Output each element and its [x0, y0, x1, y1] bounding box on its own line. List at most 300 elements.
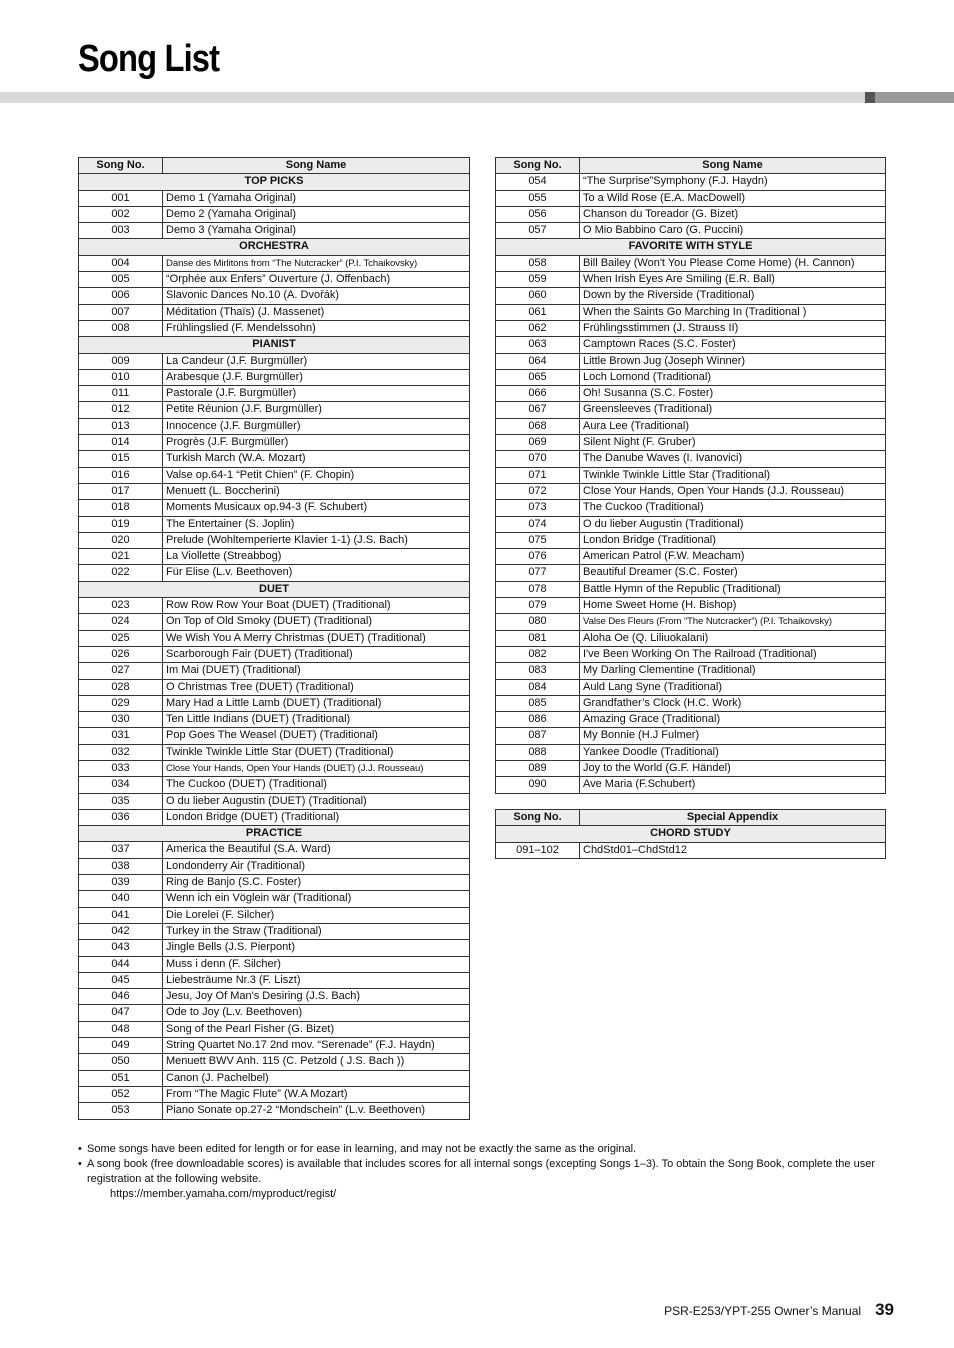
table-row: [496, 744, 886, 760]
song-number: 013: [79, 418, 163, 434]
song-number: 009: [79, 353, 163, 369]
song-number: 081: [496, 630, 580, 646]
song-name: Camptown Races (S.C. Foster): [580, 337, 886, 353]
table-row: [496, 206, 886, 222]
song-number: 024: [79, 614, 163, 630]
table-row: [496, 272, 886, 288]
category-row: [79, 581, 470, 597]
table-row: [79, 1021, 470, 1037]
song-number: 048: [79, 1021, 163, 1037]
table-row: [496, 174, 886, 190]
category-label: ORCHESTRA: [79, 239, 470, 255]
table-row: [79, 402, 470, 418]
song-name: American Patrol (F.W. Meacham): [580, 549, 886, 565]
table-row: [79, 369, 470, 385]
header-rule-accent: [875, 92, 954, 103]
table-row: [79, 728, 470, 744]
song-number: 031: [79, 728, 163, 744]
song-number: 078: [496, 581, 580, 597]
table-row: [496, 337, 886, 353]
song-name: My Darling Clementine (Traditional): [580, 663, 886, 679]
song-name: London Bridge (Traditional): [580, 532, 886, 548]
song-number: 011: [79, 386, 163, 402]
song-name: Prelude (Wohltemperierte Klavier 1-1) (J.S. Bach): [163, 532, 470, 548]
table-row: [79, 663, 470, 679]
song-number: 043: [79, 940, 163, 956]
song-name: Canon (J. Pachelbel): [163, 1070, 470, 1086]
song-name: Little Brown Jug (Joseph Winner): [580, 353, 886, 369]
song-name: La Candeur (J.F. Burgmüller): [163, 353, 470, 369]
table-row: [79, 1086, 470, 1102]
song-number: 088: [496, 744, 580, 760]
table-row: [79, 565, 470, 581]
song-number: 018: [79, 500, 163, 516]
song-name: O du lieber Augustin (DUET) (Traditional): [163, 793, 470, 809]
song-number: 017: [79, 483, 163, 499]
note-item: [78, 1142, 878, 1157]
category-row: [496, 239, 886, 255]
song-table-left: [78, 157, 470, 1120]
song-number: 061: [496, 304, 580, 320]
category-row: [79, 239, 470, 255]
table-row: [496, 467, 886, 483]
song-name: The Cuckoo (DUET) (Traditional): [163, 777, 470, 793]
table-row: [79, 1005, 470, 1021]
song-name: London Bridge (DUET) (Traditional): [163, 809, 470, 825]
table-row: [496, 760, 886, 776]
table-row: [496, 288, 886, 304]
song-name: Menuett (L. Boccherini): [163, 483, 470, 499]
table-row: [79, 435, 470, 451]
song-no-header: Song No.: [496, 810, 580, 826]
song-name: Frühlingslied (F. Mendelssohn): [163, 320, 470, 336]
song-number: 047: [79, 1005, 163, 1021]
table-row: [496, 842, 886, 858]
header-rule: [0, 92, 954, 103]
song-name: Twinkle Twinkle Little Star (DUET) (Traditional): [163, 744, 470, 760]
song-number: 045: [79, 972, 163, 988]
table-row: [79, 451, 470, 467]
song-name: Demo 3 (Yamaha Original): [163, 223, 470, 239]
table-row: [496, 581, 886, 597]
song-number: 005: [79, 272, 163, 288]
song-number: 015: [79, 451, 163, 467]
song-name: Arabesque (J.F. Burgmüller): [163, 369, 470, 385]
song-number: 044: [79, 956, 163, 972]
song-name: The Entertainer (S. Joplin): [163, 516, 470, 532]
page-footer: [664, 1300, 894, 1320]
song-name: “Orphée aux Enfers” Ouverture (J. Offenbach): [163, 272, 470, 288]
note-item: [78, 1157, 878, 1187]
page-number: 39: [875, 1300, 894, 1319]
song-name: The Danube Waves (I. Ivanovici): [580, 451, 886, 467]
table-row: [79, 630, 470, 646]
song-number: 052: [79, 1086, 163, 1102]
table-row: [496, 223, 886, 239]
table-row: [79, 972, 470, 988]
table-row: [496, 728, 886, 744]
song-name: Frühlingsstimmen (J. Strauss II): [580, 320, 886, 336]
song-number: 055: [496, 190, 580, 206]
category-row: [79, 337, 470, 353]
table-row: [79, 353, 470, 369]
song-number: 068: [496, 418, 580, 434]
song-number: 039: [79, 875, 163, 891]
category-label: CHORD STUDY: [496, 826, 886, 842]
song-name: La Viollette (Streabbog): [163, 549, 470, 565]
song-number: 065: [496, 369, 580, 385]
song-name: Song of the Pearl Fisher (G. Bizet): [163, 1021, 470, 1037]
song-number: 077: [496, 565, 580, 581]
song-number: 026: [79, 646, 163, 662]
song-name-header: Song Name: [163, 158, 470, 174]
table-row: [496, 598, 886, 614]
category-label: DUET: [79, 581, 470, 597]
song-number: 064: [496, 353, 580, 369]
song-name: Progrès (J.F. Burgmüller): [163, 435, 470, 451]
song-number: 056: [496, 206, 580, 222]
song-number: 082: [496, 646, 580, 662]
table-row: [496, 402, 886, 418]
song-name: Pastorale (J.F. Burgmüller): [163, 386, 470, 402]
song-name: We Wish You A Merry Christmas (DUET) (Traditional): [163, 630, 470, 646]
category-row: [79, 826, 470, 842]
song-name: Petite Réunion (J.F. Burgmüller): [163, 402, 470, 418]
category-label: PRACTICE: [79, 826, 470, 842]
song-number: 010: [79, 369, 163, 385]
bullet-icon: •: [78, 1158, 82, 1170]
song-name: Battle Hymn of the Republic (Traditional): [580, 581, 886, 597]
table-row: [79, 760, 470, 776]
song-number: 022: [79, 565, 163, 581]
table-row: [79, 500, 470, 516]
song-name: Amazing Grace (Traditional): [580, 712, 886, 728]
song-name: Moments Musicaux op.94-3 (F. Schubert): [163, 500, 470, 516]
song-name: Jesu, Joy Of Man's Desiring (J.S. Bach): [163, 989, 470, 1005]
song-name: When Irish Eyes Are Smiling (E.R. Ball): [580, 272, 886, 288]
song-name: Chanson du Toreador (G. Bizet): [580, 206, 886, 222]
category-row: [79, 174, 470, 190]
song-number: 006: [79, 288, 163, 304]
notes: [78, 1142, 878, 1202]
table-row: [79, 1054, 470, 1070]
table-row: [79, 875, 470, 891]
song-number: 028: [79, 679, 163, 695]
song-name: I've Been Working On The Railroad (Traditional): [580, 646, 886, 662]
song-number: 070: [496, 451, 580, 467]
table-row: [496, 418, 886, 434]
table-row: [79, 532, 470, 548]
song-name: Row Row Row Your Boat (DUET) (Traditional): [163, 598, 470, 614]
table-row: [79, 712, 470, 728]
table-row: [79, 320, 470, 336]
song-number: 003: [79, 223, 163, 239]
song-number: 091–102: [496, 842, 580, 858]
table-row: [79, 744, 470, 760]
song-name: My Bonnie (H.J Fulmer): [580, 728, 886, 744]
song-number: 072: [496, 483, 580, 499]
song-number: 053: [79, 1103, 163, 1119]
bullet-icon: •: [78, 1143, 82, 1155]
song-number: 001: [79, 190, 163, 206]
song-name: Ten Little Indians (DUET) (Traditional): [163, 712, 470, 728]
song-number: 046: [79, 989, 163, 1005]
song-number: 042: [79, 923, 163, 939]
registration-url: https://member.yamaha.com/myproduct/regist/: [110, 1188, 337, 1200]
table-row: [79, 483, 470, 499]
table-row: [496, 516, 886, 532]
song-name: To a Wild Rose (E.A. MacDowell): [580, 190, 886, 206]
song-name: Loch Lomond (Traditional): [580, 369, 886, 385]
table-row: [496, 695, 886, 711]
song-number: 090: [496, 777, 580, 793]
table-row: [79, 679, 470, 695]
song-number: 038: [79, 858, 163, 874]
table-header-row: [496, 810, 886, 826]
song-name: “The Surprise”Symphony (F.J. Haydn): [580, 174, 886, 190]
song-name: From “The Magic Flute” (W.A Mozart): [163, 1086, 470, 1102]
song-name: O Mio Babbino Caro (G. Puccini): [580, 223, 886, 239]
song-number: 062: [496, 320, 580, 336]
table-row: [79, 255, 470, 271]
table-row: [496, 532, 886, 548]
song-number: 021: [79, 549, 163, 565]
song-name: Demo 2 (Yamaha Original): [163, 206, 470, 222]
song-number: 036: [79, 809, 163, 825]
song-name: Turkey in the Straw (Traditional): [163, 923, 470, 939]
song-number: 035: [79, 793, 163, 809]
table-row: [496, 483, 886, 499]
table-row: [79, 923, 470, 939]
song-name: Ode to Joy (L.v. Beethoven): [163, 1005, 470, 1021]
song-name: Bill Bailey (Won't You Please Come Home) (H. Cannon): [580, 255, 886, 271]
song-name: Aura Lee (Traditional): [580, 418, 886, 434]
song-name: Londonderry Air (Traditional): [163, 858, 470, 874]
table-row: [496, 712, 886, 728]
song-number: 041: [79, 907, 163, 923]
table-row: [79, 1070, 470, 1086]
song-name: Für Elise (L.v. Beethoven): [163, 565, 470, 581]
table-row: [79, 418, 470, 434]
song-number: 049: [79, 1038, 163, 1054]
song-number: 057: [496, 223, 580, 239]
song-name: Greensleeves (Traditional): [580, 402, 886, 418]
table-row: [79, 956, 470, 972]
song-number: 040: [79, 891, 163, 907]
table-row: [79, 288, 470, 304]
song-number: 074: [496, 516, 580, 532]
song-name: On Top of Old Smoky (DUET) (Traditional): [163, 614, 470, 630]
song-name: Liebesträume Nr.3 (F. Liszt): [163, 972, 470, 988]
song-number: 073: [496, 500, 580, 516]
table-row: [79, 1038, 470, 1054]
table-row: [79, 1103, 470, 1119]
song-number: 012: [79, 402, 163, 418]
table-row: [79, 304, 470, 320]
song-number: 037: [79, 842, 163, 858]
song-name: Danse des Mirlitons from “The Nutcracker” (P.I. Tchaikovsky): [163, 255, 470, 271]
song-name: Joy to the World (G.F. Händel): [580, 760, 886, 776]
song-number: 030: [79, 712, 163, 728]
category-row: [496, 826, 886, 842]
table-row: [496, 777, 886, 793]
song-number: 025: [79, 630, 163, 646]
song-number: 032: [79, 744, 163, 760]
table-header-row: [79, 158, 470, 174]
song-number: 050: [79, 1054, 163, 1070]
song-name: Mary Had a Little Lamb (DUET) (Traditional): [163, 695, 470, 711]
table-row: [79, 467, 470, 483]
song-number: 033: [79, 760, 163, 776]
table-row: [496, 549, 886, 565]
table-row: [79, 989, 470, 1005]
table-row: [79, 223, 470, 239]
song-name: Demo 1 (Yamaha Original): [163, 190, 470, 206]
table-row: [79, 940, 470, 956]
song-name: Jingle Bells (J.S. Pierpont): [163, 940, 470, 956]
table-row: [496, 304, 886, 320]
song-name: Innocence (J.F. Burgmüller): [163, 418, 470, 434]
song-number: 014: [79, 435, 163, 451]
song-name: String Quartet No.17 2nd mov. “Serenade” (F.J. Haydn): [163, 1038, 470, 1054]
song-number: 051: [79, 1070, 163, 1086]
manual-name: PSR-E253/YPT-255 Owner’s Manual: [664, 1304, 862, 1318]
table-row: [79, 793, 470, 809]
song-name-header: Song Name: [580, 158, 886, 174]
table-row: [79, 614, 470, 630]
song-table-right: [495, 157, 886, 794]
song-number: 067: [496, 402, 580, 418]
song-number: 019: [79, 516, 163, 532]
table-row: [496, 353, 886, 369]
song-name: ChdStd01–ChdStd12: [580, 842, 886, 858]
song-name: Ring de Banjo (S.C. Foster): [163, 875, 470, 891]
table-row: [496, 320, 886, 336]
table-row: [496, 500, 886, 516]
song-number: 004: [79, 255, 163, 271]
song-name: Muss i denn (F. Silcher): [163, 956, 470, 972]
table-row: [79, 907, 470, 923]
song-number: 058: [496, 255, 580, 271]
table-row: [79, 777, 470, 793]
song-number: 063: [496, 337, 580, 353]
song-name: Silent Night (F. Gruber): [580, 435, 886, 451]
song-number: 076: [496, 549, 580, 565]
song-name: Méditation (Thaïs) (J. Massenet): [163, 304, 470, 320]
table-row: [496, 646, 886, 662]
song-number: 060: [496, 288, 580, 304]
song-number: 027: [79, 663, 163, 679]
song-name: Valse op.64-1 “Petit Chien” (F. Chopin): [163, 467, 470, 483]
song-no-header: Song No.: [79, 158, 163, 174]
song-name: O Christmas Tree (DUET) (Traditional): [163, 679, 470, 695]
song-name: Yankee Doodle (Traditional): [580, 744, 886, 760]
song-number: 008: [79, 320, 163, 336]
table-row: [496, 630, 886, 646]
table-row: [496, 614, 886, 630]
song-number: 029: [79, 695, 163, 711]
special-appendix-header: Special Appendix: [580, 810, 886, 826]
song-number: 083: [496, 663, 580, 679]
song-number: 020: [79, 532, 163, 548]
song-number: 071: [496, 467, 580, 483]
note-text: Some songs have been edited for length or for ease in learning, and may not be exactly the same as the original.: [87, 1143, 637, 1155]
category-label: FAVORITE WITH STYLE: [496, 239, 886, 255]
song-number: 016: [79, 467, 163, 483]
song-number: 079: [496, 598, 580, 614]
song-name: Grandfather’s Clock (H.C. Work): [580, 695, 886, 711]
song-name: When the Saints Go Marching In (Traditional ): [580, 304, 886, 320]
song-name: Home Sweet Home (H. Bishop): [580, 598, 886, 614]
song-name: Pop Goes The Weasel (DUET) (Traditional): [163, 728, 470, 744]
song-name: Valse Des Fleurs (From “The Nutcracker”) (P.I. Tchaikovsky): [580, 614, 886, 630]
song-name: Close Your Hands, Open Your Hands (J.J. Rousseau): [580, 483, 886, 499]
category-label: TOP PICKS: [79, 174, 470, 190]
song-name: Oh! Susanna (S.C. Foster): [580, 386, 886, 402]
song-number: 054: [496, 174, 580, 190]
song-name: Slavonic Dances No.10 (A. Dvořák): [163, 288, 470, 304]
table-row: [79, 858, 470, 874]
table-row: [496, 435, 886, 451]
table-row: [79, 598, 470, 614]
song-name: Im Mai (DUET) (Traditional): [163, 663, 470, 679]
song-number: 007: [79, 304, 163, 320]
table-row: [79, 549, 470, 565]
table-row: [79, 842, 470, 858]
category-label: PIANIST: [79, 337, 470, 353]
song-number: 002: [79, 206, 163, 222]
song-name: Auld Lang Syne (Traditional): [580, 679, 886, 695]
song-name: Scarborough Fair (DUET) (Traditional): [163, 646, 470, 662]
table-row: [79, 809, 470, 825]
table-header-row: [496, 158, 886, 174]
table-row: [79, 206, 470, 222]
special-appendix-table: [495, 809, 886, 859]
table-row: [496, 386, 886, 402]
table-row: [79, 272, 470, 288]
song-number: 080: [496, 614, 580, 630]
song-name: Close Your Hands, Open Your Hands (DUET) (J.J. Rousseau): [163, 760, 470, 776]
header-rule-accent-dark: [865, 92, 875, 103]
song-number: 084: [496, 679, 580, 695]
song-number: 075: [496, 532, 580, 548]
table-row: [496, 679, 886, 695]
page-title: Song List: [78, 38, 220, 80]
song-number: 087: [496, 728, 580, 744]
table-row: [496, 190, 886, 206]
song-name: Twinkle Twinkle Little Star (Traditional): [580, 467, 886, 483]
table-row: [79, 516, 470, 532]
note-text: A song book (free downloadable scores) is available that includes scores for all internal songs (excepting Songs 1–3). To obtain the Song Book, complete the user registration at the following website.: [87, 1158, 875, 1185]
song-name: O du lieber Augustin (Traditional): [580, 516, 886, 532]
table-row: [79, 646, 470, 662]
song-name: Menuett BWV Anh. 115 (C. Petzold ( J.S. Bach )): [163, 1054, 470, 1070]
song-name: Wenn ich ein Vöglein wär (Traditional): [163, 891, 470, 907]
song-name: Aloha Oe (Q. Liliuokalani): [580, 630, 886, 646]
song-name: Down by the Riverside (Traditional): [580, 288, 886, 304]
song-number: 034: [79, 777, 163, 793]
table-row: [79, 386, 470, 402]
table-row: [79, 891, 470, 907]
table-row: [496, 451, 886, 467]
song-name: Ave Maria (F.Schubert): [580, 777, 886, 793]
song-no-header: Song No.: [496, 158, 580, 174]
table-row: [496, 565, 886, 581]
table-row: [496, 369, 886, 385]
song-name: Beautiful Dreamer (S.C. Foster): [580, 565, 886, 581]
table-row: [496, 255, 886, 271]
song-name: Die Lorelei (F. Silcher): [163, 907, 470, 923]
